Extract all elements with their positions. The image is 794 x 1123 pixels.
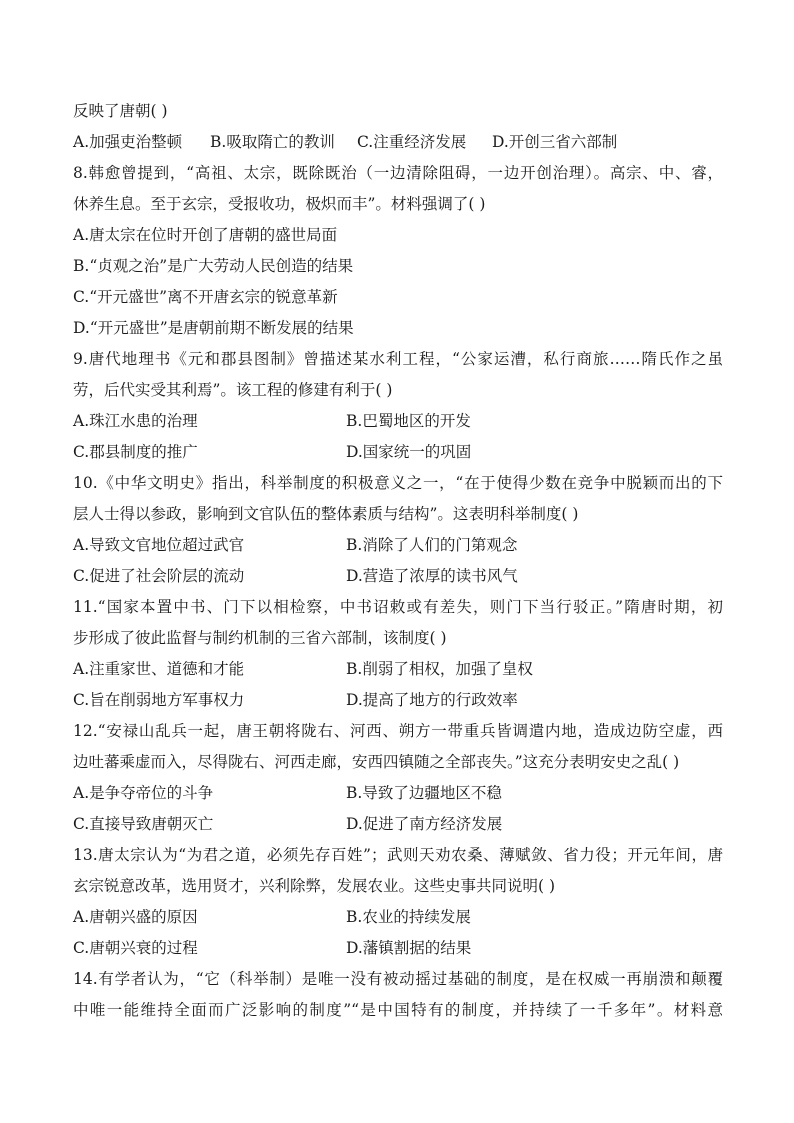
q11-option-d[interactable]: D.提高了地方的行政效率 xyxy=(346,691,518,709)
q11-option-c[interactable]: C.旨在削弱地方军事权力 xyxy=(73,691,245,709)
q11-option-b[interactable]: B.削弱了相权，加强了皇权 xyxy=(346,660,533,678)
q11-options-row1 xyxy=(73,654,723,685)
q9-options-row2 xyxy=(73,437,723,468)
q9-option-d[interactable]: D.国家统一的巩固 xyxy=(346,443,472,461)
q12-option-b[interactable]: B.导致了边疆地区不稳 xyxy=(346,784,502,802)
q9-option-b[interactable]: B.巴蜀地区的开发 xyxy=(346,412,471,430)
q13-option-a[interactable]: A.唐朝兴盛的原因 xyxy=(73,908,198,926)
q8-stem-line1: 8.韩愈曾提到，“高祖、太宗，既除既治（一边清除阻碍，一边开创治理）。高宗、中、睿， xyxy=(73,164,723,182)
q12-options-row2 xyxy=(73,809,723,840)
q8-stem-line2: 休养生息。至于玄宗，受报收功，极炽而丰”。材料强调了( ) xyxy=(73,195,486,213)
q11-stem-line2: 步形成了彼此监督与制约机制的三省六部制，该制度( ) xyxy=(73,629,447,647)
q10-option-b[interactable]: B.消除了人们的门第观念 xyxy=(346,536,518,554)
q8-option-a[interactable]: A.唐太宗在位时开创了唐朝的盛世局面 xyxy=(73,226,338,244)
q8-option-c[interactable]: C.“开元盛世”离不开唐玄宗的锐意革新 xyxy=(73,288,338,306)
q7-option-b[interactable]: B.吸取隋亡的教训 xyxy=(210,133,335,151)
q7-option-c[interactable]: C.注重经济发展 xyxy=(357,133,467,151)
q11-stem-line1: 11.“国家本置中书、门下以相检察，中书诏敕或有差失，则门下当行驳正。”隋唐时期，初 xyxy=(73,598,723,616)
q13-option-d[interactable]: D.藩镇割据的结果 xyxy=(346,939,472,957)
q10-option-a[interactable]: A.导致文官地位超过武官 xyxy=(73,536,245,554)
q13-stem-line2: 玄宗锐意改革，选用贤才，兴利除弊，发展农业。这些史事共同说明( ) xyxy=(73,877,556,895)
q10-stem-line2: 层人士得以参政，影响到文官队伍的整体素质与结构”。这表明科举制度( ) xyxy=(73,505,579,523)
q7-options xyxy=(73,127,723,158)
q14-stem-line2: 中唯一能维持全面而广泛影响的制度”“是中国特有的制度，并持续了一千多年”。材料意 xyxy=(73,1001,723,1019)
q13-stem-line1: 13.唐太宗认为“为君之道，必须先存百姓”；武则天劝农桑、薄赋敛、省力役；开元年间，唐 xyxy=(73,846,723,864)
q10-option-c[interactable]: C.促进了社会阶层的流动 xyxy=(73,567,245,585)
q7-option-d[interactable]: D.开创三省六部制 xyxy=(492,133,618,151)
q7-option-a[interactable]: A.加强吏治整顿 xyxy=(73,133,183,151)
q10-option-d[interactable]: D.营造了浓厚的读书风气 xyxy=(346,567,518,585)
q11-options-row2 xyxy=(73,685,723,716)
q13-options-row1 xyxy=(73,902,723,933)
q12-options-row1 xyxy=(73,778,723,809)
q7-stem-tail: 反映了唐朝( ) xyxy=(73,102,168,120)
q13-option-b[interactable]: B.农业的持续发展 xyxy=(346,908,471,926)
q12-option-d[interactable]: D.促进了南方经济发展 xyxy=(346,815,503,833)
exam-page xyxy=(73,96,723,1026)
q13-option-c[interactable]: C.唐朝兴衰的过程 xyxy=(73,939,198,957)
q8-option-d[interactable]: D.“开元盛世”是唐朝前期不断发展的结果 xyxy=(73,319,354,337)
q13-options-row2 xyxy=(73,933,723,964)
q12-option-a[interactable]: A.是争夺帝位的斗争 xyxy=(73,784,214,802)
q8-option-b[interactable]: B.“贞观之治”是广大劳动人民创造的结果 xyxy=(73,257,354,275)
q10-options-row1 xyxy=(73,530,723,561)
q14-stem-line1: 14.有学者认为，“它（科举制）是唯一没有被动摇过基础的制度，是在权威一再崩溃和颠覆 xyxy=(73,970,723,988)
q9-option-c[interactable]: C.郡县制度的推广 xyxy=(73,443,198,461)
q12-stem-line1: 12.“安禄山乱兵一起，唐王朝将陇右、河西、朔方一带重兵皆调遣内地，造成边防空虚，西 xyxy=(73,722,723,740)
q10-stem-line1: 10.《中华文明史》指出，科举制度的积极意义之一，“在于使得少数在竞争中脱颖而出的下 xyxy=(73,474,723,492)
q9-options-row1 xyxy=(73,406,723,437)
q12-stem-line2: 边吐蕃乘虚而入，尽得陇右、河西走廊，安西四镇随之全部丧失。”这充分表明安史之乱( ) xyxy=(73,753,680,771)
q12-option-c[interactable]: C.直接导致唐朝灭亡 xyxy=(73,815,214,833)
q10-options-row2 xyxy=(73,561,723,592)
q11-option-a[interactable]: A.注重家世、道德和才能 xyxy=(73,660,245,678)
q9-option-a[interactable]: A.珠江水患的治理 xyxy=(73,412,198,430)
q9-stem-line1: 9.唐代地理书《元和郡县图制》曾描述某水利工程，“公家运漕，私行商旅……隋氏作之虽 xyxy=(73,350,723,368)
q9-stem-line2: 劳，后代实受其利焉”。该工程的修建有利于( ) xyxy=(73,381,393,399)
